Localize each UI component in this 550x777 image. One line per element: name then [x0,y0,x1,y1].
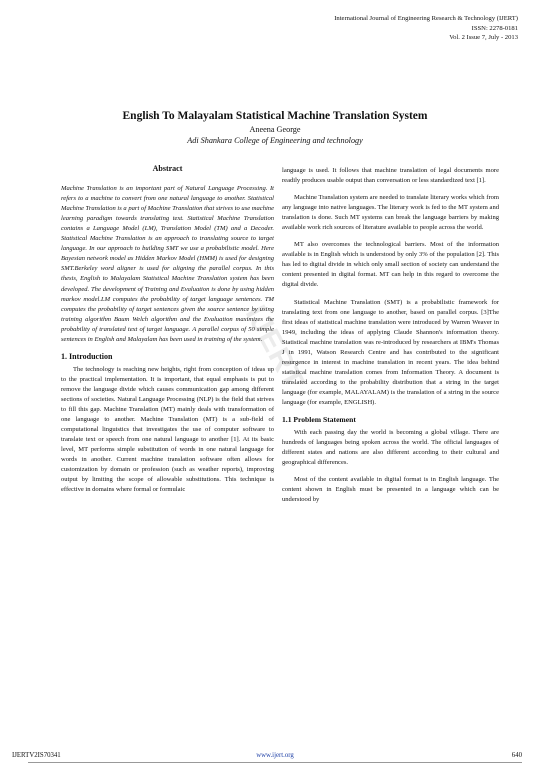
paper-title: English To Malayalam Statistical Machine Translation System [122,110,428,122]
author-name: Aneena George [249,125,301,134]
right-paragraph-5: With each passing day the world is becoming a global village. There are hundreds of languages being spoken across the world. The official languages of different states and nations are also different according to their cultural and geographical differences. [282,429,499,467]
journal-issn: ISSN: 2278-0181 [471,24,518,32]
watermark: IJERT [238,300,311,395]
title-block [0,110,550,145]
right-paragraph-2: Machine Translation system are needed to translate literary works which from any language into native languages. The literary work is fed to the MT system and translation is done. Such MT systems can break the language barriers by making available work rich sources of literature available to people across the world. [282,194,499,232]
journal-name: International Journal of Engineering Research & Technology (IJERT) [334,15,518,22]
introduction-heading: 1. Introduction [61,351,113,361]
footer-paper-id: IJERTV2IS70341 [12,752,61,759]
footer-page-number: 640 [511,752,522,759]
abstract-heading: Abstract [152,164,183,173]
footer-rule [28,762,522,763]
right-paragraph-1: language is used. It follows that machine translation of legal documents more readily produces usable output than conversation or less standardized text [1]. [282,167,499,185]
right-paragraph-3: MT also overcomes the technological barriers. Most of the information available is in English which is understood by only 3% of the population [2]. This has led to digital divide in which only small section of society can understand the content presented in digital format. MT can help in this regard to overcome the digital divide. [282,241,499,289]
footer-website-link[interactable]: www.ijert.org [256,752,294,759]
abstract-text: Machine Translation is an important part of Natural Language Processing. It refers to a machine to convert from one natural language to another. Statistical Machine Translation is a part of Machine Translation that strives to use machine learning paradigm towards translating text. Statistical Machine Translation contains a Language Model (LM), Translation Model (TM) and a Decoder. Statistical Machine Translation is an approach to translating source to target language. In our approach to building SMT we use a probabilistic model. Here Bayesian network model as Hidden Markov Model (HMM) is used for designing SMT.Berkeley word aligner is used for aligning the parallel corpus. In this thesis, English to Malayalam Statistical Machine Translation system has been developed. The development of Training and Evaluation is done by using hidden markov model.LM computes the probability of target language sentences. TM computes the probability of target sentences given the source sentence by using training algorithm Baum Welch algorithm and the Evaluation maximizes the probability of translated text of target language. A parallel corpus of 50 simple sentences in English and Malayalam has been used in training of the system. [61,185,274,343]
right-paragraph-6: Most of the content available in digital format is in English language. The content shown in English must be presented in a language which can be understood by [282,476,499,504]
journal-header [334,14,518,43]
journal-volume: Vol. 2 Issue 7, July - 2013 [449,34,518,42]
right-column [282,166,499,512]
author-affiliation: Adi Shankara College of Engineering and technology [187,136,363,145]
right-paragraph-4: Statistical Machine Translation (SMT) is a probabilistic framework for translating text from one language to another, based on parallel corpus. [3]The first ideas of statistical machine translation were introduced by Warren Weaver in 1949, including the ideas of applying Claude Shannon's information theory. Statistical machine translation was re-introduced by researchers at IBM's Thomas J in 1991, Watson Research Centre and has contributed to the significant resurgence in interest in machine translation in recent years. The idea behind statistical machine translation comes from Information Theory. A document is translated according to the probability distribution that a string in the target language (for example, MALAYALAM) is the translation of a string in the source language (for example, ENGLISH). [282,298,499,406]
left-column [61,164,274,502]
problem-statement-heading: 1.1 Problem Statement [282,415,356,425]
introduction-paragraph: The technology is reaching new heights, right from conception of ideas up to the practical implementation. It is important, that equal emphasis is put to remove the language divide which causes communication gap among different sections of societies. Natural Language Processing (NLP) is the field that strives to fill this gap. Machine Translation (MT) mainly deals with transformation of one language to another. Machine Translation (MT) is a sub-field of computational linguistics that investigates the use of computer software to translate text or speech from one natural language to another [1]. At its basic level, MT performs simple substitution of words in one natural language for words in another. Current machine translation software often allows for customization by domain or profession (such as weather reports), improving output by limiting the scope of allowable substitutions. This technique is effective in domains where formal or formulaic [61,365,274,494]
